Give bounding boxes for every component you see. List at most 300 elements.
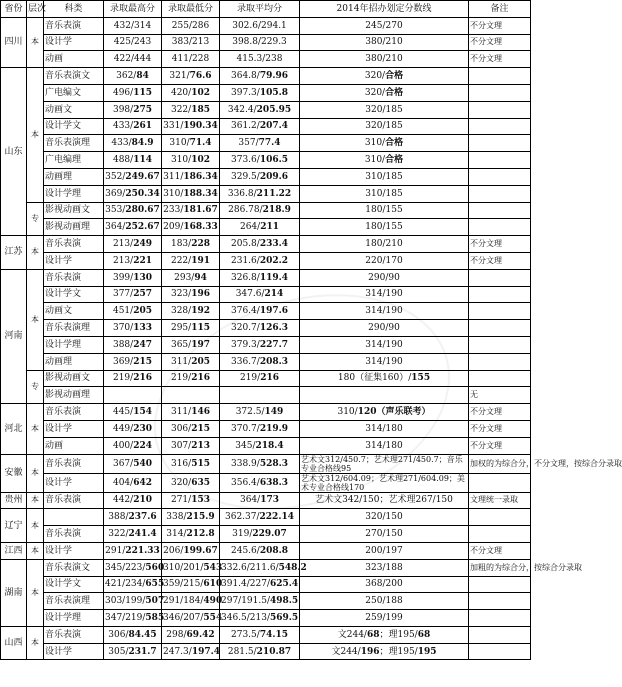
subject-cell: 音乐表演文 (44, 559, 104, 576)
table-row (1, 101, 531, 118)
avg-score-cell: 231.6/202.2 (220, 252, 300, 269)
cutoff-line-cell: 艺术文342/150；艺术理267/150 (300, 492, 469, 509)
cutoff-line-cell: 245/270 (300, 17, 469, 34)
province-cell: 江西 (1, 542, 27, 559)
subject-cell (44, 509, 104, 526)
note-cell: 不分文理 (469, 17, 531, 34)
table-body (1, 17, 622, 660)
subject-cell: 动画文 (44, 101, 104, 118)
note-cell: 加权的为综合分，不分文理，按综合分录取 (469, 454, 531, 473)
cutoff-line-cell: 310/185 (300, 185, 469, 202)
level-cell: 本 (27, 404, 44, 454)
note-cell (469, 68, 531, 85)
max-score-cell: 433/261 (104, 118, 162, 135)
table-row (1, 303, 531, 320)
level-cell: 本 (27, 492, 44, 509)
note-cell (469, 370, 531, 387)
cutoff-line-cell: 380/210 (300, 34, 469, 51)
subject-cell: 音乐表演 (44, 526, 104, 543)
min-score-cell: 321/76.6 (162, 68, 220, 85)
note-cell: 加粗的为综合分，按综合分录取 (469, 559, 531, 576)
max-score-cell: 388/247 (104, 336, 162, 353)
cutoff-line-cell: 艺术文312/604.09；艺术理271/604.09；美术专业合格线170 (300, 473, 469, 492)
min-score-cell: 206/199.67 (162, 542, 220, 559)
level-cell: 本 (27, 17, 44, 67)
note-cell (469, 576, 531, 593)
province-cell: 山西 (1, 626, 27, 660)
level-cell: 本 (27, 509, 44, 543)
max-score-cell: 425/243 (104, 34, 162, 51)
subject-cell: 设计学文 (44, 286, 104, 303)
note-cell (469, 303, 531, 320)
avg-score-cell: 372.5/149 (220, 404, 300, 421)
avg-score-cell: 370.7/219.9 (220, 420, 300, 437)
subject-cell: 音乐表演理 (44, 593, 104, 610)
avg-score-cell: 376.4/197.6 (220, 303, 300, 320)
cutoff-line-cell: 314/180 (300, 420, 469, 437)
note-cell (469, 320, 531, 337)
note-cell: 文理统一录取 (469, 492, 531, 509)
table-row (1, 168, 531, 185)
cutoff-line-cell: 290/90 (300, 269, 469, 286)
cutoff-line-cell: 310/合格 (300, 152, 469, 169)
min-score-cell (162, 387, 220, 404)
note-cell (469, 353, 531, 370)
note-cell (469, 84, 531, 101)
header-cutoff-line: 2014年招办划定分数线 (300, 1, 469, 18)
avg-score-cell: 364.8/79.96 (220, 68, 300, 85)
table-row (1, 643, 531, 660)
subject-cell: 设计学理 (44, 336, 104, 353)
table-row (1, 135, 531, 152)
min-score-cell: 291/184/490 (162, 593, 220, 610)
province-cell: 辽宁 (1, 509, 27, 543)
cutoff-line-cell: 290/90 (300, 320, 469, 337)
avg-score-cell: 264/211 (220, 219, 300, 236)
note-cell (469, 185, 531, 202)
subject-cell: 动画理 (44, 353, 104, 370)
max-score-cell: 369/250.34 (104, 185, 162, 202)
max-score-cell: 305/231.7 (104, 643, 162, 660)
cutoff-line-cell: 180（征集160）/155 (300, 370, 469, 387)
cutoff-line-cell: 380/210 (300, 51, 469, 68)
header-row (1, 1, 531, 18)
table-row (1, 286, 531, 303)
avg-score-cell: 336.8/211.22 (220, 185, 300, 202)
note-cell (469, 118, 531, 135)
note-cell: 不分文理 (469, 437, 531, 454)
min-score-cell: 209/168.33 (162, 219, 220, 236)
max-score-cell: 433/84.9 (104, 135, 162, 152)
note-cell (469, 626, 531, 643)
note-cell: 无 (469, 387, 531, 404)
min-score-cell: 310/71.4 (162, 135, 220, 152)
subject-cell: 音乐表演 (44, 454, 104, 473)
table-row (1, 473, 531, 492)
subject-cell: 设计学 (44, 643, 104, 660)
max-score-cell (104, 387, 162, 404)
max-score-cell: 422/444 (104, 51, 162, 68)
table-row (1, 202, 531, 219)
min-score-cell: 320/635 (162, 473, 220, 492)
table-row (1, 320, 531, 337)
note-cell (469, 473, 531, 492)
table-row (1, 84, 531, 101)
table-row (1, 437, 531, 454)
min-score-cell: 222/191 (162, 252, 220, 269)
max-score-cell: 213/249 (104, 236, 162, 253)
min-score-cell: 331/190.34 (162, 118, 220, 135)
subject-cell: 动画文 (44, 303, 104, 320)
cutoff-line-cell: 文244/196；理195/195 (300, 643, 469, 660)
cutoff-line-cell: 323/188 (300, 559, 469, 576)
max-score-cell: 213/221 (104, 252, 162, 269)
subject-cell: 影视动画理 (44, 219, 104, 236)
note-cell: 不分文理 (469, 51, 531, 68)
min-score-cell: 306/215 (162, 420, 220, 437)
min-score-cell: 311/186.34 (162, 168, 220, 185)
max-score-cell: 306/84.45 (104, 626, 162, 643)
table-row (1, 152, 531, 169)
min-score-cell: 295/115 (162, 320, 220, 337)
province-cell: 山东 (1, 68, 27, 236)
max-score-cell: 388/237.6 (104, 509, 162, 526)
cutoff-line-cell: 320/合格 (300, 84, 469, 101)
max-score-cell: 367/540 (104, 454, 162, 473)
avg-score-cell: 320.7/126.3 (220, 320, 300, 337)
avg-score-cell: 205.8/233.4 (220, 236, 300, 253)
table-row (1, 17, 531, 34)
note-cell (469, 286, 531, 303)
max-score-cell: 442/210 (104, 492, 162, 509)
min-score-cell: 411/228 (162, 51, 220, 68)
subject-cell: 设计学 (44, 473, 104, 492)
header-max-score: 录取最高分 (104, 1, 162, 18)
min-score-cell: 271/153 (162, 492, 220, 509)
level-cell: 专 (27, 370, 44, 404)
avg-score-cell: 347.6/214 (220, 286, 300, 303)
table-row (1, 626, 531, 643)
cutoff-line-cell: 220/170 (300, 252, 469, 269)
level-cell: 本 (27, 542, 44, 559)
avg-score-cell: 345/218.4 (220, 437, 300, 454)
max-score-cell: 496/115 (104, 84, 162, 101)
max-score-cell: 352/249.67 (104, 168, 162, 185)
subject-cell: 设计学 (44, 542, 104, 559)
subject-cell: 音乐表演 (44, 236, 104, 253)
avg-score-cell: 219/216 (220, 370, 300, 387)
max-score-cell: 488/114 (104, 152, 162, 169)
subject-cell: 音乐表演 (44, 269, 104, 286)
min-score-cell: 323/196 (162, 286, 220, 303)
table-row (1, 420, 531, 437)
header-avg-score: 录取平均分 (220, 1, 300, 18)
min-score-cell: 420/102 (162, 84, 220, 101)
min-score-cell: 314/212.8 (162, 526, 220, 543)
min-score-cell: 346/207/554 (162, 610, 220, 627)
table-row (1, 219, 531, 236)
min-score-cell: 233/181.67 (162, 202, 220, 219)
subject-cell: 广电编理 (44, 152, 104, 169)
cutoff-line-cell: 270/150 (300, 526, 469, 543)
max-score-cell: 347/219/585 (104, 610, 162, 627)
cutoff-line-cell: 310/合格 (300, 135, 469, 152)
max-score-cell: 353/280.67 (104, 202, 162, 219)
province-cell: 贵州 (1, 492, 27, 509)
avg-score-cell: 281.5/210.87 (220, 643, 300, 660)
avg-score-cell: 391.4/227/625.4 (220, 576, 300, 593)
table-row (1, 353, 531, 370)
max-score-cell: 303/199/507 (104, 593, 162, 610)
avg-score-cell: 342.4/205.95 (220, 101, 300, 118)
max-score-cell: 377/257 (104, 286, 162, 303)
header-level: 层次 (27, 1, 44, 18)
subject-cell: 设计学 (44, 252, 104, 269)
header-province: 省份 (1, 1, 27, 18)
avg-score-cell: 332.6/211.6/548.2 (220, 559, 300, 576)
subject-cell: 设计学理 (44, 185, 104, 202)
subject-cell: 设计学理 (44, 610, 104, 627)
cutoff-line-cell: 310/185 (300, 168, 469, 185)
min-score-cell: 359/215/610 (162, 576, 220, 593)
level-cell: 本 (27, 626, 44, 660)
table-row (1, 454, 531, 473)
header-min-score: 录取最低分 (162, 1, 220, 18)
avg-score-cell: 326.8/119.4 (220, 269, 300, 286)
min-score-cell: 338/215.9 (162, 509, 220, 526)
min-score-cell: 255/286 (162, 17, 220, 34)
avg-score-cell: 286.78/218.9 (220, 202, 300, 219)
table-row (1, 252, 531, 269)
note-cell: 不分文理 (469, 34, 531, 51)
max-score-cell: 370/133 (104, 320, 162, 337)
level-cell: 本 (27, 236, 44, 270)
header-note: 备注 (469, 1, 531, 18)
table-row (1, 336, 531, 353)
subject-cell: 动画 (44, 437, 104, 454)
note-cell: 不分文理 (469, 236, 531, 253)
min-score-cell: 293/94 (162, 269, 220, 286)
subject-cell: 广电编文 (44, 84, 104, 101)
avg-score-cell: 329.5/209.6 (220, 168, 300, 185)
max-score-cell: 369/215 (104, 353, 162, 370)
table-row (1, 34, 531, 51)
note-cell: 不分文理 (469, 252, 531, 269)
max-score-cell: 399/130 (104, 269, 162, 286)
note-cell (469, 593, 531, 610)
level-cell: 本 (27, 454, 44, 492)
cutoff-line-cell: 200/197 (300, 542, 469, 559)
subject-cell: 动画理 (44, 168, 104, 185)
level-cell: 本 (27, 68, 44, 202)
header-subject: 科类 (44, 1, 104, 18)
note-cell (469, 101, 531, 118)
min-score-cell: 328/192 (162, 303, 220, 320)
table-row (1, 559, 531, 576)
table-row (1, 370, 531, 387)
table-row (1, 51, 531, 68)
max-score-cell: 398/275 (104, 101, 162, 118)
avg-score-cell: 245.6/208.8 (220, 542, 300, 559)
avg-score-cell: 319/229.07 (220, 526, 300, 543)
note-cell (469, 643, 531, 660)
cutoff-line-cell: 310/120（声乐联考） (300, 404, 469, 421)
province-cell: 四川 (1, 17, 27, 67)
cutoff-line-cell: 314/190 (300, 286, 469, 303)
cutoff-line-cell (300, 387, 469, 404)
cutoff-line-cell: 320/185 (300, 118, 469, 135)
note-cell (469, 610, 531, 627)
table-row (1, 576, 531, 593)
max-score-cell: 400/224 (104, 437, 162, 454)
table-row (1, 509, 531, 526)
table-row (1, 68, 531, 85)
cutoff-line-cell: 314/180 (300, 437, 469, 454)
min-score-cell: 322/185 (162, 101, 220, 118)
max-score-cell: 364/252.67 (104, 219, 162, 236)
subject-cell: 音乐表演 (44, 626, 104, 643)
min-score-cell: 298/69.42 (162, 626, 220, 643)
cutoff-line-cell: 180/155 (300, 202, 469, 219)
min-score-cell: 310/102 (162, 152, 220, 169)
min-score-cell: 311/205 (162, 353, 220, 370)
avg-score-cell: 373.6/106.5 (220, 152, 300, 169)
table-row (1, 542, 531, 559)
max-score-cell: 449/230 (104, 420, 162, 437)
province-cell: 安徽 (1, 454, 27, 492)
note-cell (469, 526, 531, 543)
avg-score-cell: 338.9/528.3 (220, 454, 300, 473)
cutoff-line-cell: 320/185 (300, 101, 469, 118)
cutoff-line-cell: 314/190 (300, 336, 469, 353)
cutoff-line-cell: 314/190 (300, 303, 469, 320)
subject-cell: 音乐表演 (44, 492, 104, 509)
level-cell: 专 (27, 202, 44, 236)
cutoff-line-cell: 314/190 (300, 353, 469, 370)
level-cell: 本 (27, 269, 44, 370)
subject-cell: 设计学 (44, 420, 104, 437)
note-cell (469, 336, 531, 353)
avg-score-cell: 357/77.4 (220, 135, 300, 152)
max-score-cell: 291/221.33 (104, 542, 162, 559)
table-row (1, 404, 531, 421)
table-row (1, 387, 531, 404)
level-cell: 本 (27, 559, 44, 626)
subject-cell: 音乐表演理 (44, 135, 104, 152)
note-cell (469, 135, 531, 152)
max-score-cell: 362/84 (104, 68, 162, 85)
province-cell: 河北 (1, 404, 27, 454)
cutoff-line-cell: 250/188 (300, 593, 469, 610)
subject-cell: 影视动画文 (44, 370, 104, 387)
table-row (1, 236, 531, 253)
max-score-cell: 451/205 (104, 303, 162, 320)
table-row (1, 492, 531, 509)
subject-cell: 影视动画理 (44, 387, 104, 404)
note-cell: 不分文理 (469, 404, 531, 421)
max-score-cell: 404/642 (104, 473, 162, 492)
max-score-cell: 219/216 (104, 370, 162, 387)
avg-score-cell: 379.3/227.7 (220, 336, 300, 353)
subject-cell: 设计学文 (44, 576, 104, 593)
min-score-cell: 383/213 (162, 34, 220, 51)
note-cell (469, 152, 531, 169)
table-row (1, 118, 531, 135)
note-cell (469, 202, 531, 219)
min-score-cell: 310/201/543 (162, 559, 220, 576)
table-row (1, 593, 531, 610)
avg-score-cell: 297/191.5/498.5 (220, 593, 300, 610)
subject-cell: 设计学 (44, 34, 104, 51)
table-row (1, 269, 531, 286)
subject-cell: 音乐表演理 (44, 320, 104, 337)
avg-score-cell: 356.4/638.3 (220, 473, 300, 492)
cutoff-line-cell: 320/150 (300, 509, 469, 526)
avg-score-cell (220, 387, 300, 404)
avg-score-cell: 362.37/222.14 (220, 509, 300, 526)
max-score-cell: 421/234/655 (104, 576, 162, 593)
min-score-cell: 247.3/197.4 (162, 643, 220, 660)
table-row (1, 185, 531, 202)
min-score-cell: 311/146 (162, 404, 220, 421)
subject-cell: 动画 (44, 51, 104, 68)
min-score-cell: 310/188.34 (162, 185, 220, 202)
min-score-cell: 219/216 (162, 370, 220, 387)
max-score-cell: 345/223/560 (104, 559, 162, 576)
note-cell (469, 168, 531, 185)
min-score-cell: 365/197 (162, 336, 220, 353)
subject-cell: 影视动画文 (44, 202, 104, 219)
province-cell: 江苏 (1, 236, 27, 270)
note-cell (469, 219, 531, 236)
note-cell (469, 509, 531, 526)
note-cell: 不分文理 (469, 542, 531, 559)
subject-cell: 设计学文 (44, 118, 104, 135)
table-row (1, 526, 531, 543)
note-cell (469, 269, 531, 286)
avg-score-cell: 302.6/294.1 (220, 17, 300, 34)
note-cell: 不分文理 (469, 420, 531, 437)
avg-score-cell: 364/173 (220, 492, 300, 509)
min-score-cell: 183/228 (162, 236, 220, 253)
max-score-cell: 445/154 (104, 404, 162, 421)
avg-score-cell: 346.5/213/569.5 (220, 610, 300, 627)
subject-cell: 音乐表演 (44, 404, 104, 421)
cutoff-line-cell: 文244/68；理195/68 (300, 626, 469, 643)
avg-score-cell: 336.7/208.3 (220, 353, 300, 370)
table-row (1, 610, 531, 627)
avg-score-cell: 361.2/207.4 (220, 118, 300, 135)
avg-score-cell: 415.3/238 (220, 51, 300, 68)
avg-score-cell: 273.5/74.15 (220, 626, 300, 643)
cutoff-line-cell: 180/210 (300, 236, 469, 253)
cutoff-line-cell: 艺术文312/450.7；艺术理271/450.7；音乐专业合格线95 (300, 454, 469, 473)
cutoff-line-cell: 368/200 (300, 576, 469, 593)
max-score-cell: 322/241.4 (104, 526, 162, 543)
min-score-cell: 307/213 (162, 437, 220, 454)
max-score-cell: 432/314 (104, 17, 162, 34)
cutoff-line-cell: 259/199 (300, 610, 469, 627)
avg-score-cell: 398.8/229.3 (220, 34, 300, 51)
province-cell: 河南 (1, 269, 27, 403)
cutoff-line-cell: 180/155 (300, 219, 469, 236)
avg-score-cell: 397.3/105.8 (220, 84, 300, 101)
cutoff-line-cell: 320/合格 (300, 68, 469, 85)
min-score-cell: 316/515 (162, 454, 220, 473)
subject-cell: 音乐表演文 (44, 68, 104, 85)
province-cell: 湖南 (1, 559, 27, 626)
subject-cell: 音乐表演 (44, 17, 104, 34)
